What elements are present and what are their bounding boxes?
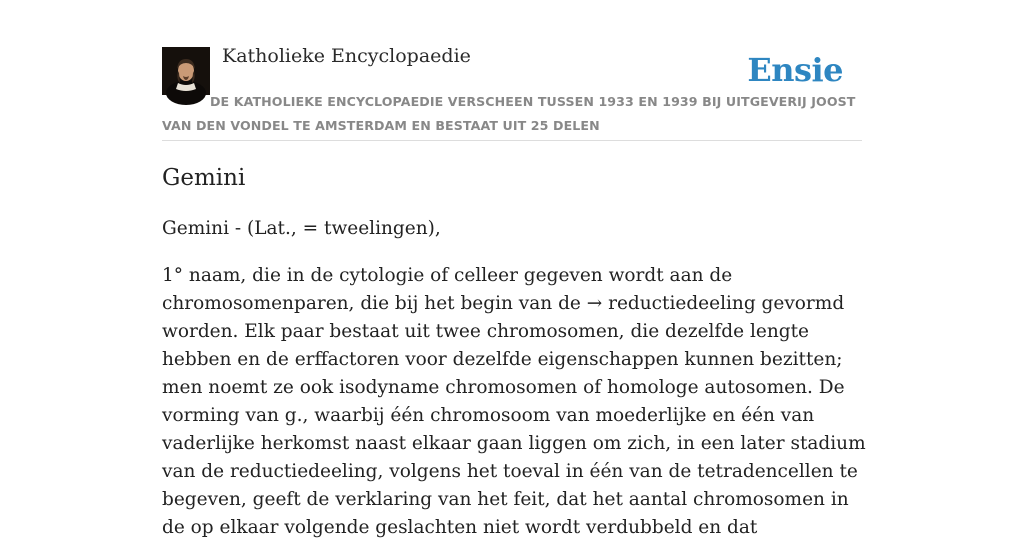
site-tagline: DE KATHOLIEKE ENCYCLOPAEDIE VERSCHEEN TUSSEN 1933 EN 1939 BIJ UITGEVERIJ JOOST VAN DEN VONDEL TE AMSTERDAM EN BESTAAT UIT 25 DELEN [162,94,856,133]
portrait-icon [162,47,210,95]
encyclopedia-avatar[interactable] [162,47,210,95]
article [162,160,867,542]
article-intro: Gemini - (Lat., = tweelingen), [162,218,441,239]
ensie-logo[interactable]: Ensie [747,51,843,89]
site-title[interactable]: Katholieke Encyclopaedie [222,45,471,67]
article-title: Gemini [162,165,246,191]
article-body: 1° naam, die in de cytologie of celleer gegeven wordt aan de chromosomenparen, die bij het begin van de → reductiedeeling gevormd worden. Elk paar bestaat uit twee chromosomen, die dezelfde lengte hebben en de erffactoren voor dezelfde eigenschappen kunnen bezitten; men noemt ze ook isodyname chromosomen of homologe autosomen. De vorming van g., waarbij één chromosoom van moederlijke en één van vaderlijke herkomst naast elkaar gaan liggen om zich, in een later stadium van de reductiedeeling, volgens het toeval in één van de tetradencellen te begeven, geeft de verklaring van het feit, dat het aantal chromosomen in de op elkaar volgende geslachten niet wordt verdubbeld en dat [162,265,866,538]
site-header [162,38,862,141]
